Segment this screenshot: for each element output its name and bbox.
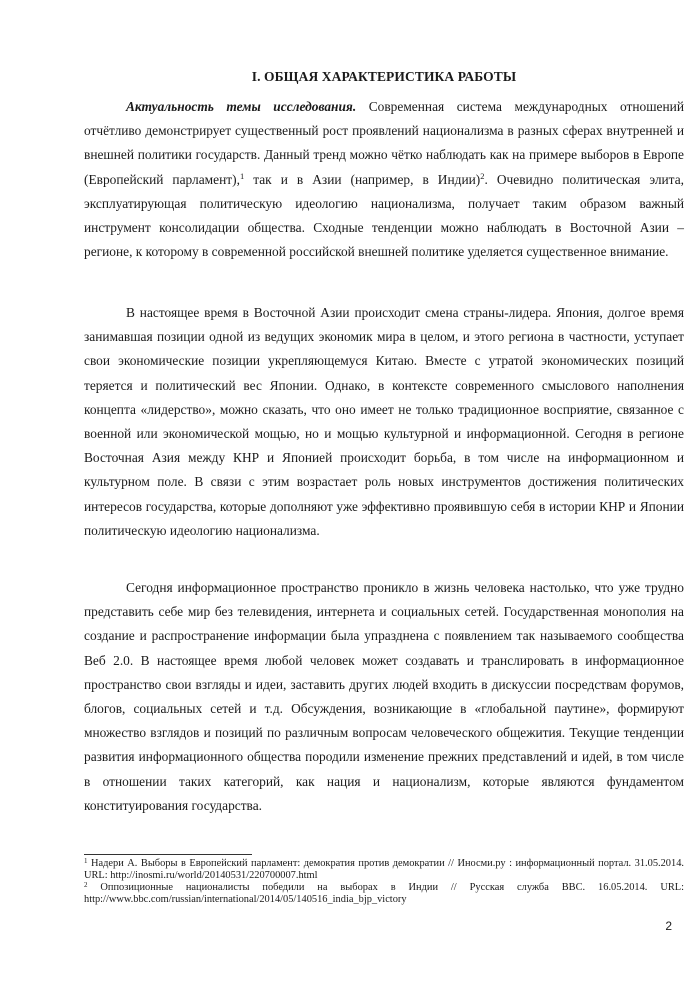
footnote-1 <box>84 858 684 882</box>
lead-heading: Актуальность темы исследования. <box>126 99 357 114</box>
paragraph-text: В настоящее время в Восточной Азии происходит смена страны-лидера. Япония, долгое время занимавшая позиции одной из ведущих экономик мира в целом, и этого региона в частности, уступает свои экономические позиции укрепляющемуся Китаю. Вместе с утратой экономических позиций теряется и политический вес Японии. Однако, в контексте современного смыслового наполнения концепта «лидерство», можно сказать, что оно имеет не только традиционное восприятие, связанное с военной или экономической мощью, но и мощью культурной и информационной. Сегодня в регионе Восточная Азия между КНР и Японией происходит борьба, в том числе на информационном и культурном поле. В связи с этим возрастает роль новых инструментов достижения политических интересов государства, которые дополняют уже эффективно проявившую себя в истории КНР и Японии политическую идеологию национализма. <box>84 305 684 538</box>
footnote-text: Оппозиционные националисты победили на выборах в Индии // Русская служба BBC. 16.05.2014. URL: http://www.bbc.com/russian/international/2014/05/140516_india_bjp_victory <box>84 882 684 906</box>
paragraph-text: Сегодня информационное пространство проникло в жизнь человека настолько, что уже трудно представить себе мир без телевидения, интернета и социальных сетей. Государственная монополия на создание и распространение информации была упразднена с появлением так называемого сообщества Веб 2.0. В настоящее время любой человек может создавать и транслировать в информационное пространство свои взгляды и идеи, заставить других людей входить в дискуссии посредствам форумов, блогов, социальных сетей и т.д. Обсуждения, возникающие в «глобальной паутине», формируют множество взглядов и позиций по различным вопросам человеческого общежития. Текущие тенденции развития информационного общества породили изменение прежних представлений и идей, в том числе в отношении таких категорий, как нация и национализм, которые являются фундаментом конституирования государства. <box>84 580 684 813</box>
paragraph-leadership <box>84 301 684 543</box>
footnote-2 <box>84 882 684 906</box>
footnote-ref-1[interactable]: 1 <box>239 170 245 181</box>
footnote-separator <box>84 854 252 855</box>
section-title: I. ОБЩАЯ ХАРАКТЕРИСТИКА РАБОТЫ <box>251 69 517 84</box>
paragraph-body <box>84 95 684 264</box>
footnote-text: Надери А. Выборы в Европейский парламент: демократия против демократии // Иносми.ру : информационный портал. 31.05.2014. URL: http://inosmi.ru/world/20140531/220700007.html <box>84 858 684 882</box>
paragraph-text: . Очевидно политическая элита, эксплуатирующая политическую идеологию национализма, получает таким образом важный инструмент консолидации общества. Сходные тенденции можно наблюдать в Восточной Азии – регионе, к которому в современной российской внешней политике уделяется существенное внимание. <box>84 171 684 260</box>
paragraph-information-space <box>84 576 684 818</box>
footnote-number: 1 <box>84 857 88 865</box>
page-number: 2 <box>665 919 672 933</box>
paragraph-text: Современная система международных отношений отчётливо демонстрирует существенный рост проявлений национализма в разных сферах внутренней и внешней политики государств. Данный тренд можно чётко наблюдать как на примере выборов в Европе (Европейский парламент), <box>84 99 684 187</box>
footnote-ref-2[interactable]: 2 <box>480 170 485 181</box>
footnote-number: 2 <box>84 881 88 889</box>
paragraph-text: так и в Азии (например, в Индии) <box>244 171 481 187</box>
paragraph-relevance <box>84 95 684 264</box>
